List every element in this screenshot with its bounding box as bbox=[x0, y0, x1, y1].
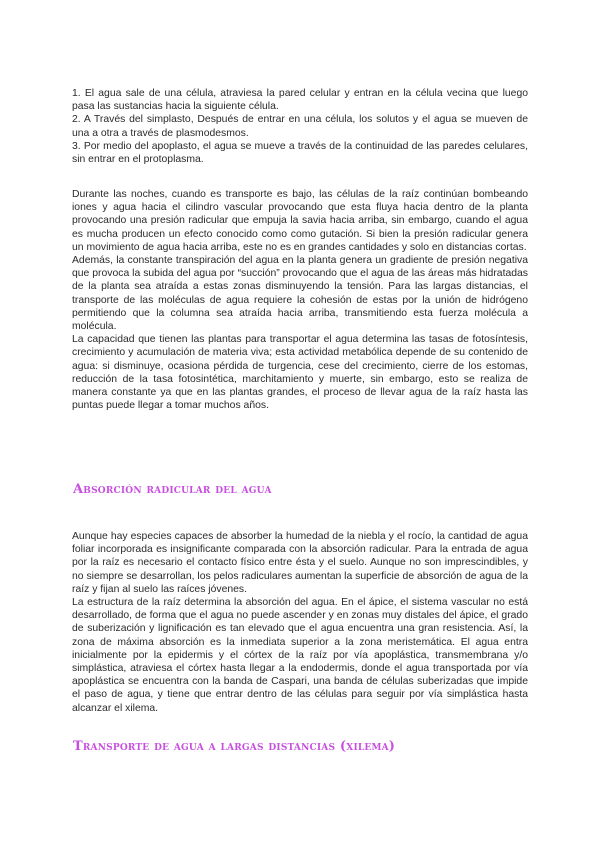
body-section bbox=[72, 188, 528, 412]
section-heading: Absorción radicular del agua bbox=[73, 482, 272, 497]
section-heading: Transporte de agua a largas distancias (xilema) bbox=[73, 739, 396, 754]
paragraph: Aunque hay especies capaces de absorber la humedad de la niebla y el rocío, la cantidad de agua foliar incorporada es insignificante comparada con la absorción radicular. Para la entrada de agua por la raíz es necesario el contacto físico entre ésta y el suelo. Aunque no son imprescindibles, y no siempre se desarrollan, los pelos radiculares aumentan la superficie de absorción de agua de la raíz y fijan al suelo las raíces jóvenes. bbox=[72, 531, 528, 595]
paragraph: La estructura de la raíz determina la absorción del agua. En el ápice, el sistema vascular no está desarrollado, de forma que el agua no puede ascender y en zonas muy distales del ápice, el grado de suberización y lignificación es tan elevado que el agua encuentra una gran resistencia. Así, la zona de máxima absorción es la inmediata superior a la zona meristemática. El agua entra inicialmente por la epidermis y el córtex de la raíz por vía apoplástica, transmembrana y/o simplástica, atraviesa el córtex hasta llegar a la endodermis, donde el agua transportada por vía apoplástica se encuentra con la banda de Caspari, una banda de células suberizadas que impide el paso de agua, y tiene que entrar dentro de las células para seguir por vía simplástica hasta alcanzar el xilema. bbox=[72, 597, 528, 714]
list-item: 3. Por medio del apoplasto, el agua se mueve a través de la continuidad de las paredes celulares, sin entrar en el protoplasma. bbox=[72, 140, 528, 166]
paragraph: Además, la constante transpiración del agua en la planta genera un gradiente de presión negativa que provoca la subida del agua por “succión” provocando que el agua de las áreas más hidratadas de la planta sea atraída a estas zonas disminuyendo la tensión. Para las largas distancias, el transporte de las moléculas de agua requiere la cohesión de estas por la unión de hidrógeno permitiendo que la columna sea atraída hacia arriba, transmitiendo esta fuerza molécula a molécula. bbox=[72, 255, 528, 333]
body-section bbox=[72, 530, 528, 715]
paragraph: Durante las noches, cuando es transporte es bajo, las células de la raíz continúan bombeando iones y agua hacia el cilindro vascular provocando que esta fluya hacia dentro de la planta provocando una presión radicular que empuja la savia hacia arriba, sin embargo, cuando el agua es mucha producen un efecto conocido como como gutación. Si bien la presión radicular genera un movimiento de agua hacia arriba, este no es en grandes cantidades y solo en distancias cortas. bbox=[72, 189, 528, 253]
list-item: 1. El agua sale de una célula, atraviesa la pared celular y entran en la célula vecina que luego pasa las sustancias hacia la siguiente célula. bbox=[72, 88, 528, 113]
numbered-list bbox=[72, 87, 528, 166]
list-item: 2. A Través del simplasto, Después de entrar en una célula, los solutos y el agua se mueven de una a otra a través de plasmodesmos. bbox=[72, 114, 528, 139]
paragraph: La capacidad que tienen las plantas para transportar el agua determina las tasas de fotosíntesis, crecimiento y acumulación de materia viva; esta actividad metabólica depende de su contenido de agua: si disminuye, ocasiona pérdida de turgencia, cese del crecimiento, cierre de los estomas, reducción de la tasa fotosintética, marchitamiento y muerte, sin embargo, esto se realiza de manera constante ya que en las plantas grandes, el proceso de llevar agua de la raíz hasta las puntas puede llegar a tomar muchos años. bbox=[72, 334, 528, 412]
